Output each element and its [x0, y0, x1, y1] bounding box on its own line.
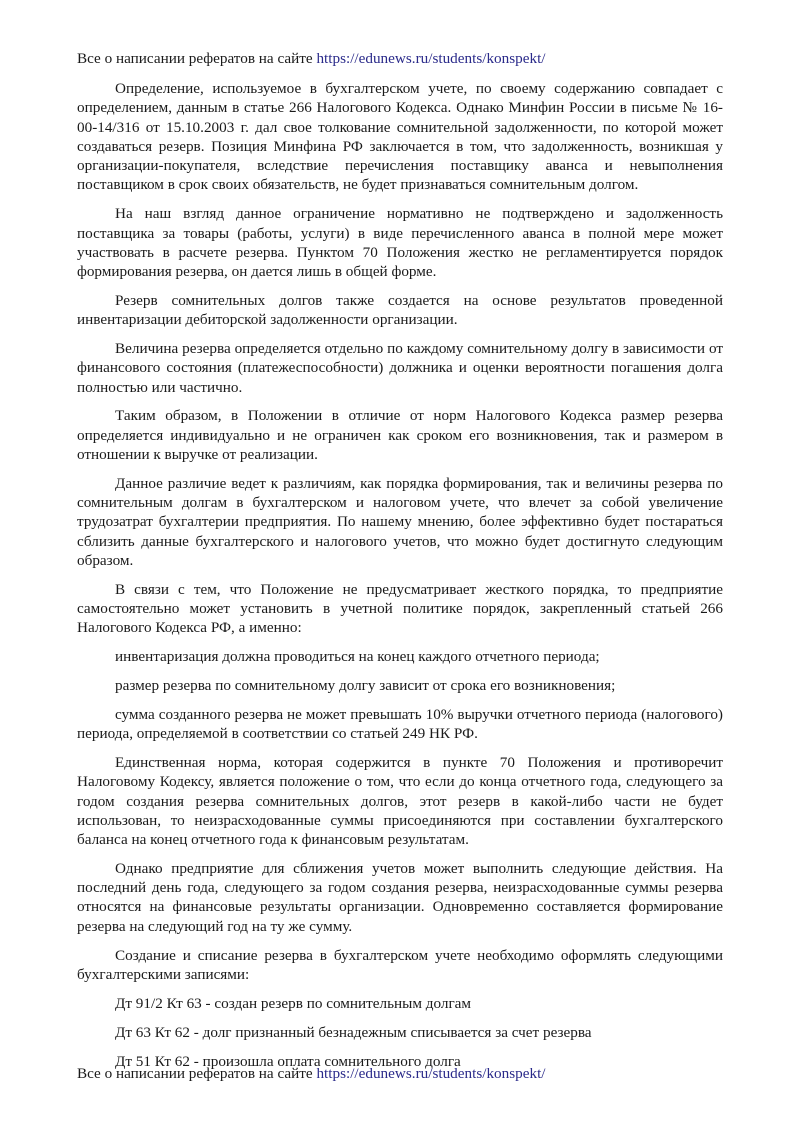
paragraph: В связи с тем, что Положение не предусматривает жесткого порядка, то предприятие самостоятельно может установить в учетной политике порядок, закрепленный статьей 266 Налогового Кодекса РФ, а именно:: [77, 580, 723, 637]
list-item: инвентаризация должна проводиться на конец каждого отчетного периода;: [115, 648, 600, 666]
paragraph: Резерв сомнительных долгов также создается на основе результатов проведенной инвентаризации дебиторской задолженности организации.: [77, 291, 723, 329]
paragraph: Величина резерва определяется отдельно по каждому сомнительному долгу в зависимости от финансового состояния (платежеспособности) должника и оценки вероятности погашения долга полностью или частично.: [77, 340, 723, 396]
paragraph: Таким образом, в Положении в отличие от норм Налогового Кодекса размер резерва определяется индивидуально и не ограничен как сроком его возникновения, так и размером в отношении к выручке от реализации.: [77, 407, 723, 464]
page-footer: [77, 1064, 546, 1083]
header-link[interactable]: https://edunews.ru/students/konspekt/: [316, 50, 546, 67]
paragraph: Определение, используемое в бухгалтерском учете, по своему содержанию совпадает с определением, данным в статье 266 Налогового Кодекса. Однако Минфин России в письме № 16-00-14/316 от 15.10.2003 г. дал свое толкование сомнительной задолженности, по которой может создаваться резерв. Позиция Минфина РФ заключается в том, что задолженность, возникшая у организации-покупателя, вследствие перечисления поставщику аванса и невыполнения поставщиком в срок своих обязательств, не будет признаваться сомнительным долгом.: [77, 80, 723, 194]
list-item: размер резерва по сомнительному долгу зависит от срока его возникновения;: [115, 677, 616, 695]
page-header: [77, 49, 546, 68]
accounting-entry: Дт 51 Кт 62 - произошла оплата сомнительного долга: [115, 1053, 461, 1071]
header-text: Все о написании рефератов на сайте: [77, 50, 317, 67]
paragraph: Данное различие ведет к различиям, как порядка формирования, так и величины резерва по сомнительным долгам в бухгалтерском и налоговом учете, что влечет за собой увеличение трудозатрат бухгалтерии предприятия. По нашему мнению, более эффективно будет постараться сблизить данные бухгалтерского и налогового учетов, что можно будет достигнуто следующим образом.: [77, 474, 723, 570]
document-body: [77, 79, 723, 1082]
list-item: сумма созданного резерва не может превышать 10% выручки отчетного периода (налогового) периода, определяемой в соответствии со статьей 249 НК РФ.: [77, 705, 723, 743]
paragraph: Однако предприятие для сближения учетов может выполнить следующие действия. На последний день года, следующего за годом создания резерва, неизрасходованные суммы резерва относятся на финансовые результаты организации. Одновременно составляется формирование резерва на следующий год на ту же сумму.: [77, 859, 723, 935]
paragraph: Создание и списание резерва в бухгалтерском учете необходимо оформлять следующими бухгалтерскими записями:: [77, 946, 723, 983]
paragraph: Единственная норма, которая содержится в пункте 70 Положения и противоречит Налоговому Кодексу, является положение о том, что если до конца отчетного года, следующего за годом создания резерва сомнительных долгов, этот резерв в какой-либо части не будет использован, то неизрасходованные суммы присоединяются при составлении бухгалтерского баланса на конец отчетного года к финансовым результатам.: [77, 753, 723, 849]
paragraph: На наш взгляд данное ограничение нормативно не подтверждено и задолженность поставщика за товары (работы, услуги) в виде перечисленного аванса в полной мере может участвовать в расчете резерва. Пунктом 70 Положения жестко не регламентируется порядок формирования резерва, он дается лишь в общей форме.: [77, 205, 723, 281]
accounting-entry: Дт 63 Кт 62 - долг признанный безнадежным списывается за счет резерва: [115, 1023, 592, 1041]
accounting-entry: Дт 91/2 Кт 63 - создан резерв по сомнительным долгам: [115, 994, 472, 1012]
footer-text: Все о написании рефератов на сайте: [77, 1065, 317, 1082]
footer-link[interactable]: https://edunews.ru/students/konspekt/: [316, 1065, 546, 1082]
